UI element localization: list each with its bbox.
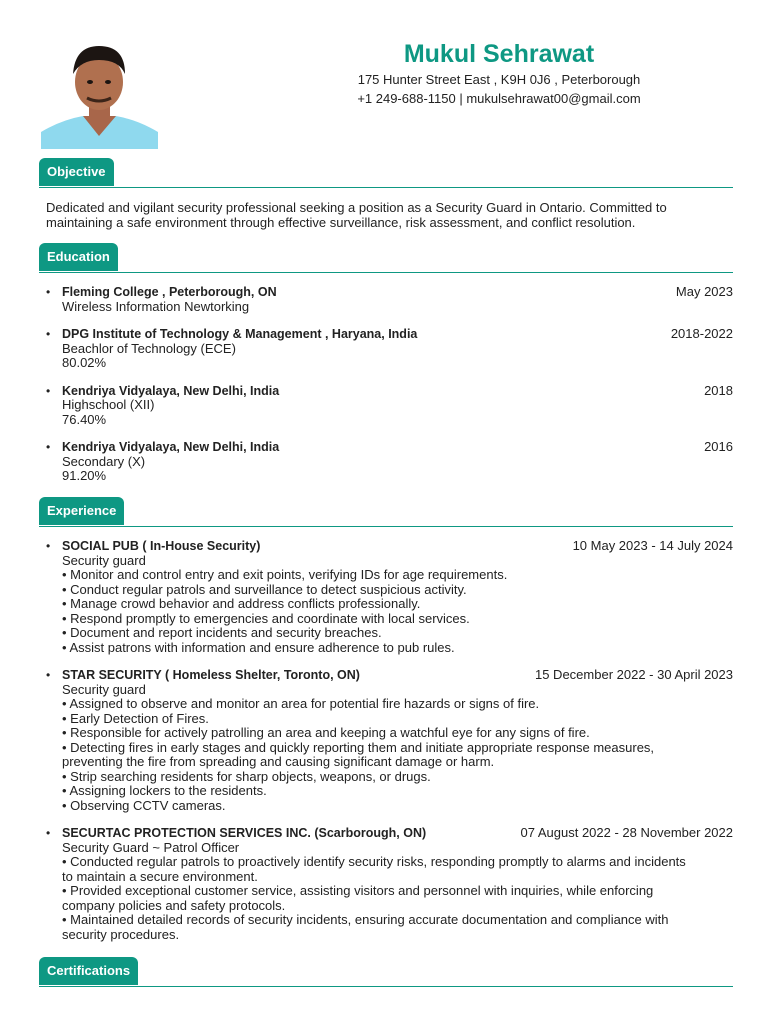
job-title: Security Guard ~ Patrol Officer — [62, 839, 240, 855]
grade: 91.20% — [62, 468, 107, 483]
duty-line: • Early Detection of Fires. — [62, 710, 209, 726]
resume-header — [170, 38, 768, 108]
certifications-tab: Certifications — [39, 957, 138, 985]
experience-tab: Experience — [39, 497, 124, 525]
education-item — [46, 440, 733, 484]
education-item — [46, 327, 733, 371]
duty-line: company policies and safety protocols. — [62, 897, 286, 913]
experience-item — [46, 539, 733, 655]
duty-line: • Maintained detailed records of security incidents, ensuring accurate documentation and compliance with — [62, 912, 669, 927]
duty-line: • Assist patrons with information and ensure adherence to pub rules. — [62, 639, 455, 655]
experience-list — [46, 539, 733, 942]
duty-line: to maintain a secure environment. — [62, 868, 258, 884]
duty-line: • Respond promptly to emergencies and coordinate with local services. — [62, 610, 470, 626]
duty-line: • Assigned to observe and monitor an area for potential fire hazards or signs of fire. — [62, 696, 540, 711]
profile-photo — [41, 40, 158, 149]
duty-line: • Conducted regular patrols to proactively identify security risks, responding promptly to alarms and incidents — [62, 854, 686, 869]
grade: 76.40% — [62, 411, 107, 427]
employment-dates: 07 August 2022 - 28 November 2022 — [520, 825, 733, 840]
grade: 80.02% — [62, 355, 107, 370]
address-line: 175 Hunter Street East , K9H 0J6 , Peterborough — [357, 72, 641, 87]
duty-line: security procedures. — [62, 926, 180, 942]
certifications-section-header — [39, 957, 733, 987]
program: Beachlor of Technology (ECE) — [62, 340, 236, 356]
program: Wireless Information Newtorking — [62, 298, 250, 314]
education-date: 2018-2022 — [670, 326, 733, 341]
job-title: Security guard — [62, 681, 146, 697]
duty-line: • Document and report incidents and security breaches. — [62, 625, 382, 640]
education-item — [46, 285, 733, 314]
education-list — [46, 285, 733, 484]
contact-line: +1 249-688-1150 | mukulsehrawat00@gmail.com — [357, 91, 641, 106]
experience-item — [46, 668, 733, 813]
program: Secondary (X) — [62, 453, 146, 469]
program: Highschool (XII) — [62, 397, 155, 412]
duty-line: • Conduct regular patrols and surveillance to detect suspicious activity. — [62, 581, 467, 597]
employment-dates: 10 May 2023 - 14 July 2024 — [572, 538, 733, 553]
education-date: 2016 — [704, 439, 733, 454]
institution-name: • Fleming College , Peterborough, ON — [62, 285, 277, 299]
objective-tab: Objective — [39, 158, 114, 186]
experience-section-header — [39, 497, 733, 527]
candidate-name: Mukul Sehrawat — [403, 40, 595, 68]
education-item — [46, 384, 733, 428]
duty-line: • Assigning lockers to the residents. — [62, 783, 267, 798]
institution-name: • Kendriya Vidyalaya, New Delhi, India — [62, 440, 280, 454]
objective-section-header — [39, 158, 733, 188]
education-date: May 2023 — [675, 284, 733, 299]
education-tab: Education — [39, 243, 118, 271]
objective-text: Dedicated and vigilant security professional seeking a position as a Security Guard in Ontario. Committed to maintaining a safe environment through effective surveillance, risk assessment, and conflict resolution. — [46, 200, 667, 230]
education-date: 2018 — [704, 382, 733, 398]
employment-dates: 15 December 2022 - 30 April 2023 — [534, 667, 733, 682]
institution-name: • DPG Institute of Technology & Management , Haryana, India — [62, 327, 418, 341]
experience-item — [46, 826, 733, 942]
duty-line: • Detecting fires in early stages and quickly reporting them and initiate appropriate response measures, — [62, 739, 655, 755]
duty-line: • Manage crowd behavior and address conflicts professionally. — [62, 596, 421, 611]
duty-line: • Responsible for actively patrolling an area and keeping a watchful eye for any signs of fire. — [62, 725, 590, 740]
employer-name: • SOCIAL PUB ( In-House Security) — [62, 539, 261, 553]
duty-line: • Monitor and control entry and exit points, verifying IDs for age requirements. — [62, 567, 508, 582]
institution-name: • Kendriya Vidyalaya, New Delhi, India — [62, 383, 280, 398]
duty-line: preventing the fire from spreading and causing significant damage or harm. — [62, 754, 495, 769]
duty-line: • Strip searching residents for sharp objects, weapons, or drugs. — [62, 768, 431, 784]
duty-line: • Observing CCTV cameras. — [62, 797, 226, 813]
duty-line: • Provided exceptional customer service, assisting visitors and personnel with inquiries, while enforcing — [62, 883, 654, 898]
employer-name: • STAR SECURITY ( Homeless Shelter, Toronto, ON) — [62, 668, 360, 682]
employer-name: • SECURTAC PROTECTION SERVICES INC. (Scarborough, ON) — [62, 826, 427, 840]
job-title: Security guard — [62, 552, 146, 568]
education-section-header — [39, 243, 733, 273]
